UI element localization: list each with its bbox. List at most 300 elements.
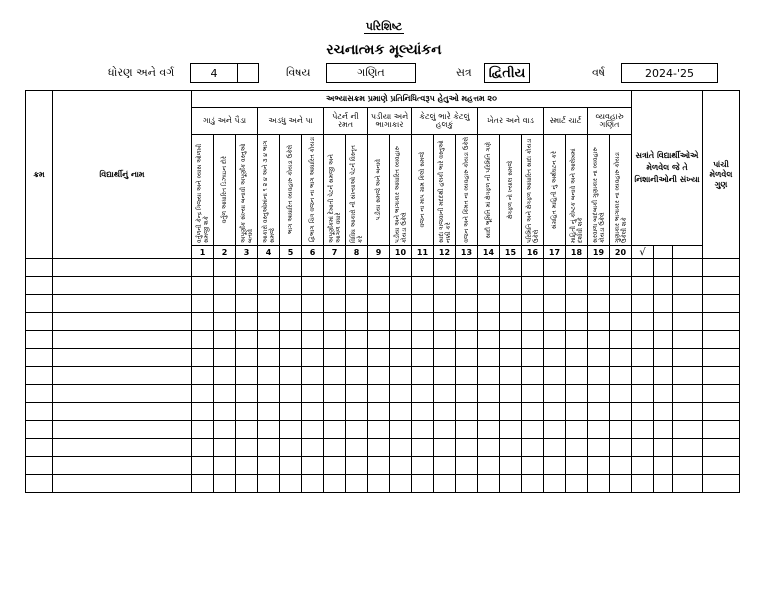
- entry-cell[interactable]: [412, 313, 434, 331]
- entry-cell[interactable]: [324, 367, 346, 385]
- entry-cell[interactable]: [302, 349, 324, 367]
- entry-cell[interactable]: [192, 439, 214, 457]
- entry-cell[interactable]: [544, 457, 566, 475]
- entry-cell[interactable]: [673, 475, 703, 493]
- entry-cell[interactable]: [478, 403, 500, 421]
- entry-cell[interactable]: [346, 457, 368, 475]
- entry-cell[interactable]: [632, 277, 654, 295]
- entry-cell[interactable]: [258, 457, 280, 475]
- entry-cell[interactable]: [703, 403, 740, 421]
- std-field[interactable]: 4: [190, 63, 238, 83]
- entry-cell[interactable]: [478, 349, 500, 367]
- entry-cell[interactable]: [654, 295, 673, 313]
- entry-cell[interactable]: [654, 331, 673, 349]
- entry-cell[interactable]: [632, 295, 654, 313]
- entry-cell[interactable]: [390, 349, 412, 367]
- student-name-cell[interactable]: [53, 277, 192, 295]
- entry-cell[interactable]: [632, 367, 654, 385]
- entry-cell[interactable]: [522, 421, 544, 439]
- entry-cell[interactable]: [390, 403, 412, 421]
- entry-cell[interactable]: [192, 349, 214, 367]
- entry-cell[interactable]: [610, 403, 632, 421]
- entry-cell[interactable]: [456, 349, 478, 367]
- entry-cell[interactable]: [412, 385, 434, 403]
- entry-cell[interactable]: [236, 385, 258, 403]
- entry-cell[interactable]: [566, 385, 588, 403]
- entry-cell[interactable]: [654, 349, 673, 367]
- student-name-cell[interactable]: [53, 367, 192, 385]
- entry-cell[interactable]: [703, 439, 740, 457]
- entry-cell[interactable]: [324, 277, 346, 295]
- entry-cell[interactable]: [412, 295, 434, 313]
- entry-cell[interactable]: [703, 331, 740, 349]
- entry-cell[interactable]: [434, 259, 456, 277]
- entry-cell[interactable]: [390, 259, 412, 277]
- entry-cell[interactable]: [703, 349, 740, 367]
- entry-cell[interactable]: [236, 277, 258, 295]
- entry-cell[interactable]: [588, 331, 610, 349]
- entry-cell[interactable]: [390, 439, 412, 457]
- entry-cell[interactable]: [346, 421, 368, 439]
- entry-cell[interactable]: [368, 331, 390, 349]
- entry-cell[interactable]: [390, 367, 412, 385]
- entry-cell[interactable]: [368, 349, 390, 367]
- entry-cell[interactable]: [544, 421, 566, 439]
- student-name-cell[interactable]: [53, 403, 192, 421]
- entry-cell[interactable]: [610, 367, 632, 385]
- entry-cell[interactable]: [673, 385, 703, 403]
- entry-cell[interactable]: [566, 349, 588, 367]
- entry-cell[interactable]: [368, 475, 390, 493]
- entry-cell[interactable]: [673, 259, 703, 277]
- entry-cell[interactable]: [632, 475, 654, 493]
- entry-cell[interactable]: [214, 439, 236, 457]
- entry-cell[interactable]: [500, 349, 522, 367]
- entry-cell[interactable]: [346, 475, 368, 493]
- entry-cell[interactable]: [456, 259, 478, 277]
- entry-cell[interactable]: [214, 277, 236, 295]
- entry-cell[interactable]: [610, 349, 632, 367]
- entry-cell[interactable]: [654, 313, 673, 331]
- entry-cell[interactable]: [654, 277, 673, 295]
- entry-cell[interactable]: [500, 313, 522, 331]
- entry-cell[interactable]: [236, 403, 258, 421]
- entry-cell[interactable]: [654, 385, 673, 403]
- entry-cell[interactable]: [610, 385, 632, 403]
- entry-cell[interactable]: [236, 313, 258, 331]
- entry-cell[interactable]: [258, 421, 280, 439]
- student-name-cell[interactable]: [53, 313, 192, 331]
- entry-cell[interactable]: [434, 421, 456, 439]
- entry-cell[interactable]: [500, 367, 522, 385]
- entry-cell[interactable]: [258, 439, 280, 457]
- entry-cell[interactable]: [192, 475, 214, 493]
- entry-cell[interactable]: [522, 403, 544, 421]
- entry-cell[interactable]: [544, 277, 566, 295]
- entry-cell[interactable]: [280, 385, 302, 403]
- entry-cell[interactable]: [192, 421, 214, 439]
- entry-cell[interactable]: [302, 295, 324, 313]
- entry-cell[interactable]: [654, 259, 673, 277]
- entry-cell[interactable]: [434, 367, 456, 385]
- semester-field[interactable]: દ્વિતીય: [484, 63, 530, 83]
- entry-cell[interactable]: [214, 421, 236, 439]
- entry-cell[interactable]: [522, 385, 544, 403]
- entry-cell[interactable]: [610, 313, 632, 331]
- entry-cell[interactable]: [632, 331, 654, 349]
- entry-cell[interactable]: [434, 277, 456, 295]
- entry-cell[interactable]: [192, 259, 214, 277]
- entry-cell[interactable]: [703, 313, 740, 331]
- entry-cell[interactable]: [610, 331, 632, 349]
- entry-cell[interactable]: [390, 457, 412, 475]
- entry-cell[interactable]: [434, 457, 456, 475]
- entry-cell[interactable]: [390, 295, 412, 313]
- entry-cell[interactable]: [673, 457, 703, 475]
- entry-cell[interactable]: [673, 277, 703, 295]
- entry-cell[interactable]: [412, 277, 434, 295]
- student-name-cell[interactable]: [53, 457, 192, 475]
- entry-cell[interactable]: [522, 331, 544, 349]
- entry-cell[interactable]: [456, 313, 478, 331]
- student-name-cell[interactable]: [53, 385, 192, 403]
- entry-cell[interactable]: [324, 403, 346, 421]
- entry-cell[interactable]: [236, 439, 258, 457]
- entry-cell[interactable]: [478, 421, 500, 439]
- entry-cell[interactable]: [478, 331, 500, 349]
- entry-cell[interactable]: [673, 439, 703, 457]
- entry-cell[interactable]: [544, 349, 566, 367]
- entry-cell[interactable]: [500, 295, 522, 313]
- serial-cell[interactable]: [26, 277, 53, 295]
- entry-cell[interactable]: [368, 367, 390, 385]
- entry-cell[interactable]: [703, 367, 740, 385]
- serial-cell[interactable]: [26, 457, 53, 475]
- entry-cell[interactable]: [280, 457, 302, 475]
- entry-cell[interactable]: [280, 403, 302, 421]
- entry-cell[interactable]: [346, 367, 368, 385]
- entry-cell[interactable]: [280, 439, 302, 457]
- entry-cell[interactable]: [703, 421, 740, 439]
- entry-cell[interactable]: [654, 457, 673, 475]
- entry-cell[interactable]: [588, 277, 610, 295]
- entry-cell[interactable]: [236, 349, 258, 367]
- entry-cell[interactable]: [522, 295, 544, 313]
- entry-cell[interactable]: [368, 259, 390, 277]
- entry-cell[interactable]: [390, 421, 412, 439]
- entry-cell[interactable]: [324, 457, 346, 475]
- entry-cell[interactable]: [500, 403, 522, 421]
- entry-cell[interactable]: [324, 475, 346, 493]
- entry-cell[interactable]: [412, 403, 434, 421]
- entry-cell[interactable]: [214, 367, 236, 385]
- entry-cell[interactable]: [544, 439, 566, 457]
- entry-cell[interactable]: [544, 259, 566, 277]
- entry-cell[interactable]: [214, 295, 236, 313]
- entry-cell[interactable]: [192, 385, 214, 403]
- entry-cell[interactable]: [236, 367, 258, 385]
- entry-cell[interactable]: [214, 457, 236, 475]
- entry-cell[interactable]: [368, 403, 390, 421]
- entry-cell[interactable]: [478, 439, 500, 457]
- entry-cell[interactable]: [214, 403, 236, 421]
- entry-cell[interactable]: [258, 259, 280, 277]
- entry-cell[interactable]: [500, 277, 522, 295]
- entry-cell[interactable]: [302, 403, 324, 421]
- entry-cell[interactable]: [456, 475, 478, 493]
- entry-cell[interactable]: [346, 259, 368, 277]
- entry-cell[interactable]: [632, 349, 654, 367]
- serial-cell[interactable]: [26, 385, 53, 403]
- entry-cell[interactable]: [302, 385, 324, 403]
- entry-cell[interactable]: [544, 331, 566, 349]
- entry-cell[interactable]: [522, 349, 544, 367]
- entry-cell[interactable]: [236, 295, 258, 313]
- entry-cell[interactable]: [544, 313, 566, 331]
- entry-cell[interactable]: [236, 457, 258, 475]
- entry-cell[interactable]: [280, 421, 302, 439]
- entry-cell[interactable]: [610, 475, 632, 493]
- entry-cell[interactable]: [302, 331, 324, 349]
- entry-cell[interactable]: [390, 277, 412, 295]
- entry-cell[interactable]: [280, 331, 302, 349]
- entry-cell[interactable]: [192, 457, 214, 475]
- entry-cell[interactable]: [258, 385, 280, 403]
- entry-cell[interactable]: [456, 367, 478, 385]
- entry-cell[interactable]: [412, 421, 434, 439]
- student-name-cell[interactable]: [53, 439, 192, 457]
- entry-cell[interactable]: [456, 439, 478, 457]
- entry-cell[interactable]: [258, 331, 280, 349]
- entry-cell[interactable]: [522, 277, 544, 295]
- entry-cell[interactable]: [500, 457, 522, 475]
- entry-cell[interactable]: [610, 277, 632, 295]
- entry-cell[interactable]: [346, 277, 368, 295]
- entry-cell[interactable]: [192, 403, 214, 421]
- entry-cell[interactable]: [434, 331, 456, 349]
- entry-cell[interactable]: [412, 349, 434, 367]
- entry-cell[interactable]: [214, 475, 236, 493]
- entry-cell[interactable]: [302, 367, 324, 385]
- serial-cell[interactable]: [26, 475, 53, 493]
- entry-cell[interactable]: [673, 295, 703, 313]
- entry-cell[interactable]: [654, 421, 673, 439]
- entry-cell[interactable]: [588, 367, 610, 385]
- entry-cell[interactable]: [456, 295, 478, 313]
- entry-cell[interactable]: [346, 385, 368, 403]
- entry-cell[interactable]: [703, 457, 740, 475]
- serial-cell[interactable]: [26, 295, 53, 313]
- serial-cell[interactable]: [26, 421, 53, 439]
- entry-cell[interactable]: [456, 277, 478, 295]
- serial-cell[interactable]: [26, 367, 53, 385]
- entry-cell[interactable]: [390, 313, 412, 331]
- entry-cell[interactable]: [434, 439, 456, 457]
- entry-cell[interactable]: [588, 385, 610, 403]
- entry-cell[interactable]: [500, 331, 522, 349]
- entry-cell[interactable]: [566, 421, 588, 439]
- serial-cell[interactable]: [26, 439, 53, 457]
- entry-cell[interactable]: [654, 367, 673, 385]
- entry-cell[interactable]: [500, 421, 522, 439]
- entry-cell[interactable]: [588, 295, 610, 313]
- entry-cell[interactable]: [302, 277, 324, 295]
- entry-cell[interactable]: [478, 367, 500, 385]
- serial-cell[interactable]: [26, 313, 53, 331]
- entry-cell[interactable]: [522, 457, 544, 475]
- entry-cell[interactable]: [456, 403, 478, 421]
- entry-cell[interactable]: [302, 475, 324, 493]
- entry-cell[interactable]: [544, 475, 566, 493]
- entry-cell[interactable]: [324, 439, 346, 457]
- entry-cell[interactable]: [258, 349, 280, 367]
- entry-cell[interactable]: [588, 421, 610, 439]
- entry-cell[interactable]: [258, 475, 280, 493]
- entry-cell[interactable]: [412, 259, 434, 277]
- entry-cell[interactable]: [610, 295, 632, 313]
- entry-cell[interactable]: [673, 367, 703, 385]
- entry-cell[interactable]: [703, 295, 740, 313]
- entry-cell[interactable]: [236, 475, 258, 493]
- entry-cell[interactable]: [258, 403, 280, 421]
- entry-cell[interactable]: [214, 385, 236, 403]
- entry-cell[interactable]: [632, 385, 654, 403]
- entry-cell[interactable]: [434, 403, 456, 421]
- entry-cell[interactable]: [500, 439, 522, 457]
- entry-cell[interactable]: [192, 331, 214, 349]
- entry-cell[interactable]: [368, 277, 390, 295]
- entry-cell[interactable]: [456, 331, 478, 349]
- entry-cell[interactable]: [544, 295, 566, 313]
- entry-cell[interactable]: [673, 331, 703, 349]
- entry-cell[interactable]: [478, 313, 500, 331]
- entry-cell[interactable]: [346, 295, 368, 313]
- entry-cell[interactable]: [434, 313, 456, 331]
- entry-cell[interactable]: [588, 313, 610, 331]
- entry-cell[interactable]: [456, 457, 478, 475]
- entry-cell[interactable]: [412, 367, 434, 385]
- entry-cell[interactable]: [434, 475, 456, 493]
- entry-cell[interactable]: [280, 259, 302, 277]
- entry-cell[interactable]: [500, 475, 522, 493]
- entry-cell[interactable]: [324, 385, 346, 403]
- entry-cell[interactable]: [566, 259, 588, 277]
- entry-cell[interactable]: [324, 421, 346, 439]
- entry-cell[interactable]: [566, 331, 588, 349]
- entry-cell[interactable]: [632, 439, 654, 457]
- entry-cell[interactable]: [500, 385, 522, 403]
- entry-cell[interactable]: [566, 367, 588, 385]
- entry-cell[interactable]: [566, 313, 588, 331]
- entry-cell[interactable]: [703, 259, 740, 277]
- entry-cell[interactable]: [346, 403, 368, 421]
- entry-cell[interactable]: [368, 313, 390, 331]
- entry-cell[interactable]: [566, 403, 588, 421]
- entry-cell[interactable]: [434, 385, 456, 403]
- entry-cell[interactable]: [324, 331, 346, 349]
- entry-cell[interactable]: [412, 439, 434, 457]
- entry-cell[interactable]: [566, 439, 588, 457]
- entry-cell[interactable]: [500, 259, 522, 277]
- entry-cell[interactable]: [302, 313, 324, 331]
- entry-cell[interactable]: [258, 277, 280, 295]
- division-field[interactable]: [237, 63, 259, 83]
- entry-cell[interactable]: [258, 313, 280, 331]
- entry-cell[interactable]: [390, 385, 412, 403]
- entry-cell[interactable]: [478, 277, 500, 295]
- entry-cell[interactable]: [544, 385, 566, 403]
- entry-cell[interactable]: [390, 475, 412, 493]
- entry-cell[interactable]: [346, 331, 368, 349]
- entry-cell[interactable]: [236, 259, 258, 277]
- entry-cell[interactable]: [280, 475, 302, 493]
- entry-cell[interactable]: [324, 349, 346, 367]
- student-name-cell[interactable]: [53, 295, 192, 313]
- entry-cell[interactable]: [456, 421, 478, 439]
- entry-cell[interactable]: [346, 439, 368, 457]
- entry-cell[interactable]: [478, 385, 500, 403]
- serial-cell[interactable]: [26, 403, 53, 421]
- entry-cell[interactable]: [588, 403, 610, 421]
- entry-cell[interactable]: [258, 367, 280, 385]
- entry-cell[interactable]: [214, 349, 236, 367]
- entry-cell[interactable]: [302, 439, 324, 457]
- entry-cell[interactable]: [522, 367, 544, 385]
- entry-cell[interactable]: [456, 385, 478, 403]
- entry-cell[interactable]: [610, 259, 632, 277]
- entry-cell[interactable]: [673, 403, 703, 421]
- entry-cell[interactable]: [214, 313, 236, 331]
- entry-cell[interactable]: [610, 457, 632, 475]
- entry-cell[interactable]: [280, 277, 302, 295]
- entry-cell[interactable]: [632, 403, 654, 421]
- entry-cell[interactable]: [654, 475, 673, 493]
- entry-cell[interactable]: [324, 295, 346, 313]
- entry-cell[interactable]: [280, 313, 302, 331]
- entry-cell[interactable]: [588, 457, 610, 475]
- entry-cell[interactable]: [654, 439, 673, 457]
- entry-cell[interactable]: [214, 331, 236, 349]
- entry-cell[interactable]: [192, 277, 214, 295]
- entry-cell[interactable]: [478, 475, 500, 493]
- subject-field[interactable]: ગણિત: [326, 63, 416, 83]
- entry-cell[interactable]: [566, 277, 588, 295]
- entry-cell[interactable]: [544, 367, 566, 385]
- entry-cell[interactable]: [302, 421, 324, 439]
- student-name-cell[interactable]: [53, 349, 192, 367]
- entry-cell[interactable]: [478, 295, 500, 313]
- entry-cell[interactable]: [522, 475, 544, 493]
- entry-cell[interactable]: [632, 457, 654, 475]
- entry-cell[interactable]: [192, 295, 214, 313]
- entry-cell[interactable]: [236, 421, 258, 439]
- entry-cell[interactable]: [632, 259, 654, 277]
- entry-cell[interactable]: [192, 367, 214, 385]
- student-name-cell[interactable]: [53, 475, 192, 493]
- entry-cell[interactable]: [324, 259, 346, 277]
- entry-cell[interactable]: [673, 421, 703, 439]
- entry-cell[interactable]: [522, 313, 544, 331]
- entry-cell[interactable]: [566, 295, 588, 313]
- entry-cell[interactable]: [412, 457, 434, 475]
- entry-cell[interactable]: [346, 349, 368, 367]
- entry-cell[interactable]: [610, 421, 632, 439]
- serial-cell[interactable]: [26, 259, 53, 277]
- entry-cell[interactable]: [412, 475, 434, 493]
- entry-cell[interactable]: [632, 313, 654, 331]
- entry-cell[interactable]: [346, 313, 368, 331]
- entry-cell[interactable]: [302, 457, 324, 475]
